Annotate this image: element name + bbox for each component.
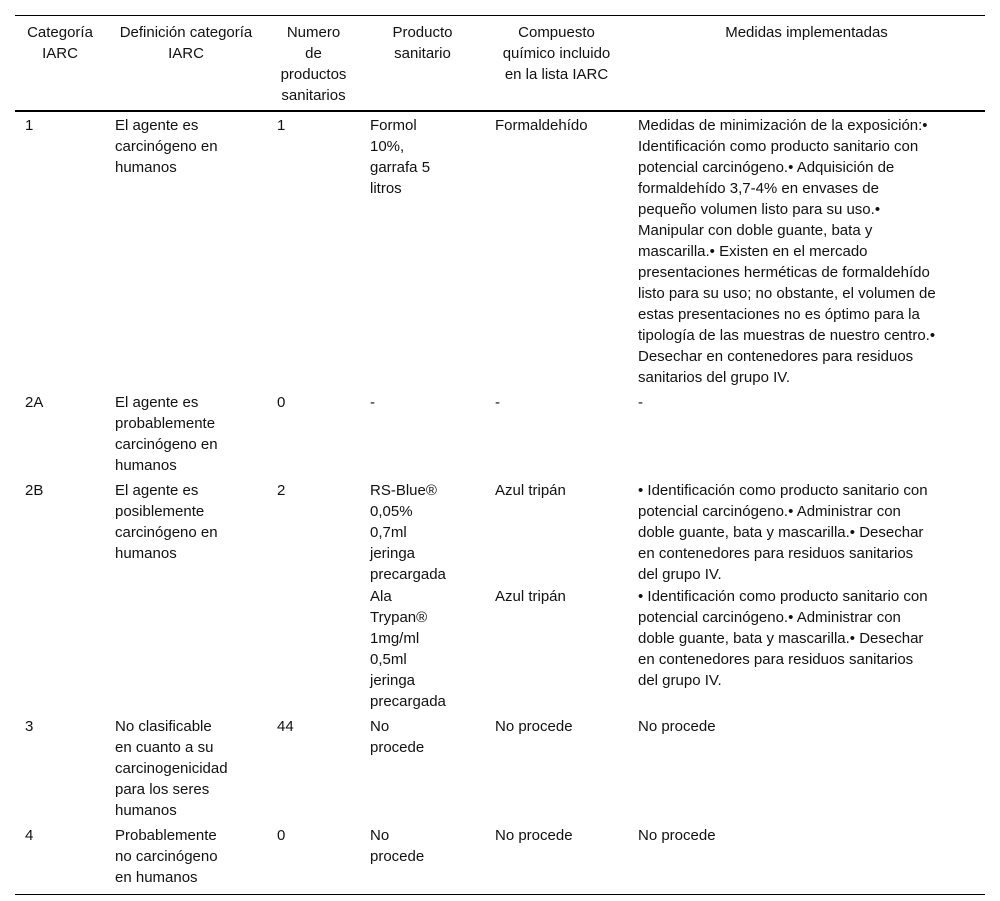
cell-categoria: 2A (25, 394, 44, 411)
cell-medidas: No procede (628, 822, 985, 895)
cell-compuesto: Formaldehído (495, 117, 588, 134)
cell-numero: 44 (277, 718, 294, 735)
header-compuesto: Compuesto químico incluido en la lista IARC (485, 16, 628, 112)
cell-compuesto: Azul tripán (495, 588, 566, 605)
cell-compuesto: No procede (485, 822, 628, 895)
cell-compuesto: - (495, 394, 500, 411)
cell-categoria: 3 (25, 718, 34, 735)
cell-categoria: 1 (25, 117, 34, 134)
cell-producto: No procede (370, 718, 425, 756)
cell-definicion: El agente es posiblemente carcinógeno en humanos (115, 482, 218, 562)
cell-medidas: - (638, 394, 643, 411)
header-numero: Numero de productos sanitarios (267, 16, 360, 112)
cell-compuesto: Azul tripán (495, 482, 566, 499)
header-producto: Producto sanitario (360, 16, 485, 112)
cell-producto: No procede (360, 822, 485, 895)
table-row (15, 389, 985, 477)
cell-definicion: El agente es probablemente carcinógeno en humanos (115, 394, 218, 474)
table-body (15, 111, 985, 895)
cell-producto: Ala Trypan® 1mg/ml 0,5ml jeringa precargada (370, 588, 446, 710)
cell-categoria: 4 (15, 822, 105, 895)
iarc-table (15, 15, 985, 895)
table-row (15, 477, 985, 586)
cell-medidas: • Identificación como producto sanitario con potencial carcinógeno.• Administrar con doble guante, bata y mascarilla.• Desechar en contenedores para residuos sanitarios del grupo IV. (638, 588, 928, 689)
table-row (15, 111, 985, 389)
cell-medidas: • Identificación como producto sanitario con potencial carcinógeno.• Administrar con doble guante, bata y mascarilla.• Desechar en contenedores para residuos sanitarios del grupo IV. (638, 482, 928, 583)
cell-compuesto: No procede (495, 718, 573, 735)
cell-numero: 0 (277, 394, 286, 411)
cell-producto: - (370, 394, 375, 411)
cell-medidas: Medidas de minimización de la exposición:• Identificación como producto sanitario con potencial carcinógeno.• Adquisición de formaldehído 3,7-4% en envases de pequeño volumen listo para su uso.• Manipular con doble guante, bata y mascarilla.• Existen en el mercado presentaciones herméticas de formaldehído listo para su uso; no obstante, el volumen de estas presentaciones no es óptimo para la tipología de las muestras de nuestro centro.• Desechar en contenedores para residuos sanitarios del grupo IV. (638, 117, 936, 386)
cell-producto: RS-Blue® 0,05% 0,7ml jeringa precargada (370, 482, 446, 583)
cell-medidas: No procede (638, 718, 716, 735)
header-medidas: Medidas implementadas (628, 16, 985, 112)
header-definicion: Definición categoría IARC (105, 16, 267, 112)
table-header (15, 16, 985, 112)
cell-numero: 1 (277, 117, 286, 134)
cell-categoria: 2B (25, 482, 44, 499)
cell-definicion: No clasificable en cuanto a su carcinogenicidad para los seres humanos (115, 718, 228, 819)
header-row (15, 16, 985, 112)
cell-definicion: Probablemente no carcinógeno en humanos (105, 822, 267, 895)
table-row (15, 822, 985, 895)
cell-numero: 2 (277, 482, 286, 499)
cell-producto: Formol 10%, garrafa 5 litros (370, 117, 431, 197)
cell-definicion: El agente es carcinógeno en humanos (115, 117, 218, 176)
table-row (15, 713, 985, 822)
cell-numero: 0 (267, 822, 360, 895)
header-categoria: Categoría IARC (15, 16, 105, 112)
